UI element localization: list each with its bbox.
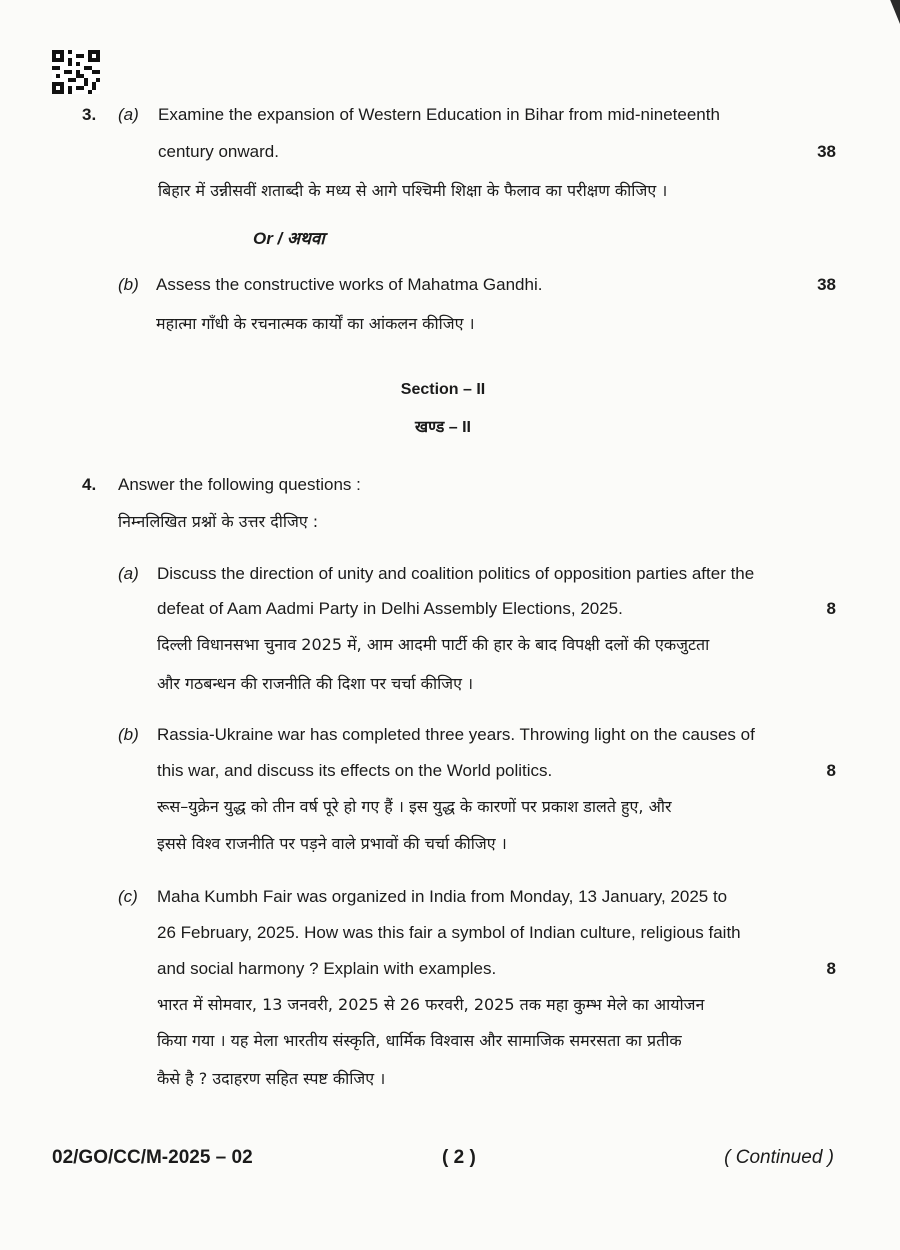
question-3b-marks: 38 <box>817 275 836 294</box>
question-4c-hindi-line1: भारत में सोमवार, 13 जनवरी, 2025 से 26 फरवरी, 2025 तक महा कुम्भ मेले का आयोजन <box>157 995 705 1014</box>
question-4b-text-line2: this war, and discuss its effects on the World politics. <box>157 761 553 780</box>
paper-code: 02/GO/CC/M-2025 – 02 <box>52 1147 253 1168</box>
question-4a-text-line1: Discuss the direction of unity and coalition politics of opposition parties after the <box>157 564 755 583</box>
question-4-number: 4. <box>82 475 97 494</box>
question-3a-marks: 38 <box>817 142 836 161</box>
question-4a-label: (a) <box>118 564 139 583</box>
question-4-intro-hindi: निम्नलिखित प्रश्नों के उत्तर दीजिए : <box>118 512 319 531</box>
question-4c-hindi-line3: कैसे है ? उदाहरण सहित स्पष्ट कीजिए । <box>157 1069 386 1088</box>
question-4b-text-line1: Rassia-Ukraine war has completed three years. Throwing light on the causes of <box>157 725 755 744</box>
question-4c-hindi-line2: किया गया । यह मेला भारतीय संस्कृति, धार्मिक विश्वास और सामाजिक समरसता का प्रतीक <box>157 1031 682 1050</box>
question-4b-hindi-line2: इससे विश्व राजनीति पर पड़ने वाले प्रभावों की चर्चा कीजिए । <box>157 834 507 853</box>
qr-code-icon <box>52 50 100 94</box>
question-3b-hindi: महात्मा गाँधी के रचनात्मक कार्यों का आंकलन कीजिए । <box>156 314 475 333</box>
question-3b-text-line1: Assess the constructive works of Mahatma Gandhi. <box>156 275 543 294</box>
question-3a-text-line2: century onward. <box>158 142 279 161</box>
question-3a-text-line1: Examine the expansion of Western Education in Bihar from mid-nineteenth <box>158 105 720 124</box>
question-3-number: 3. <box>82 105 97 124</box>
question-3a-hindi: बिहार में उन्नीसवीं शताब्दी के मध्य से आगे पश्चिमी शिक्षा के फैलाव का परीक्षण कीजिए । <box>158 181 668 200</box>
section-heading-hindi: खण्ड – II <box>415 419 471 436</box>
question-4c-marks: 8 <box>826 959 836 978</box>
question-3a-label: (a) <box>118 105 139 124</box>
question-4b-marks: 8 <box>826 761 836 780</box>
question-4b-label: (b) <box>118 725 139 744</box>
question-4-intro: Answer the following questions : <box>118 475 361 494</box>
section-heading: Section – II <box>400 381 486 398</box>
question-4a-hindi-line1: दिल्ली विधानसभा चुनाव 2025 में, आम आदमी पार्टी की हार के बाद विपक्षी दलों की एकजुटता <box>157 635 710 654</box>
question-4c-text-line3: and social harmony ? Explain with examples. <box>157 959 497 978</box>
question-4c-label: (c) <box>118 887 138 906</box>
question-4c-text-line2: 26 February, 2025. How was this fair a symbol of Indian culture, religious faith <box>157 923 741 942</box>
question-4b-hindi-line1: रूस–युक्रेन युद्ध को तीन वर्ष पूरे हो गए हैं । इस युद्ध के कारणों पर प्रकाश डालते हुए, और <box>157 797 672 816</box>
continued-note: ( Continued ) <box>724 1147 834 1168</box>
question-4a-marks: 8 <box>826 599 836 618</box>
question-4a-text-line2: defeat of Aam Aadmi Party in Delhi Assembly Elections, 2025. <box>157 599 623 618</box>
question-4c-text-line1: Maha Kumbh Fair was organized in India from Monday, 13 January, 2025 to <box>157 887 728 906</box>
scan-corner-mark <box>886 0 900 24</box>
question-4a-hindi-line2: और गठबन्धन की राजनीति की दिशा पर चर्चा कीजिए । <box>157 674 474 693</box>
question-3b-label: (b) <box>118 275 139 294</box>
page-number: ( 2 ) <box>442 1147 476 1168</box>
or-divider: Or / अथवा <box>253 229 325 248</box>
